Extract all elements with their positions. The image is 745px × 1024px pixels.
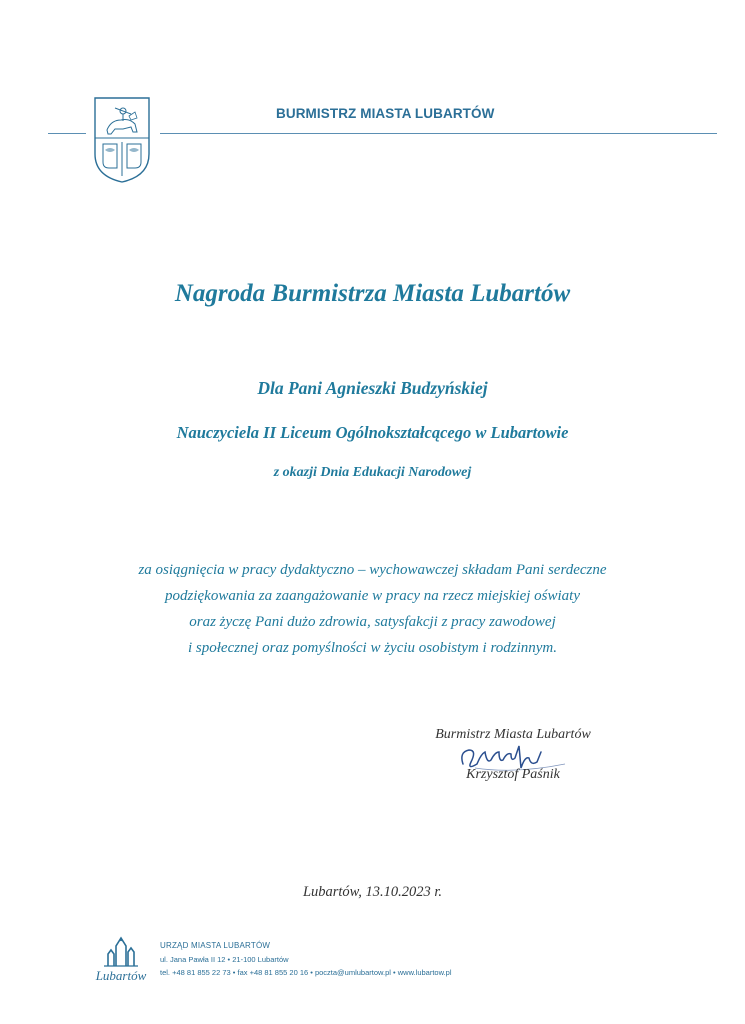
award-role: Nauczyciela II Liceum Ogólnokształcącego w Lubartowie bbox=[176, 423, 569, 442]
coat-of-arms-icon bbox=[93, 96, 151, 184]
header-org-title: BURMISTRZ MIASTA LUBARTÓW bbox=[276, 106, 495, 121]
footer-address: ul. Jana Pawła II 12 • 21-100 Lubartów bbox=[160, 955, 289, 964]
award-title: Nagroda Burmistrza Miasta Lubartów bbox=[174, 280, 571, 307]
header-rule-left bbox=[48, 133, 86, 134]
lubartow-logo-icon bbox=[90, 932, 152, 988]
body-paragraph bbox=[60, 557, 685, 661]
footer-org-name: URZĄD MIASTA LUBARTÓW bbox=[160, 941, 271, 950]
award-occasion: z okazji Dnia Edukacji Narodowej bbox=[273, 465, 472, 480]
footer-contact-text: tel. +48 81 855 22 73 • fax +48 81 855 20 16 • poczta@umlubartow.pl • www.lubartow.pl bbox=[160, 968, 452, 977]
logo-text: Lubartów bbox=[95, 968, 147, 983]
header-rule-right bbox=[160, 133, 717, 134]
body-line: i społecznej oraz pomyślności w życiu osobistym i rodzinnym. bbox=[187, 640, 557, 656]
signatory-role: Burmistrz Miasta Lubartów bbox=[435, 727, 591, 742]
body-line: podziękowania za zaangażowanie w pracy na rzecz miejskiej oświaty bbox=[165, 588, 580, 604]
footer-contact bbox=[160, 968, 452, 977]
body-line: oraz życzę Pani dużo zdrowia, satysfakcji z pracy zawodowej bbox=[189, 614, 556, 630]
signatory-name: Krzysztof Paśnik bbox=[466, 767, 560, 782]
place-and-date: Lubartów, 13.10.2023 r. bbox=[302, 884, 443, 900]
award-recipient: Dla Pani Agnieszki Budzyńskiej bbox=[257, 378, 488, 398]
body-line: za osiągnięcia w pracy dydaktyczno – wychowawczej składam Pani serdeczne bbox=[138, 562, 607, 578]
